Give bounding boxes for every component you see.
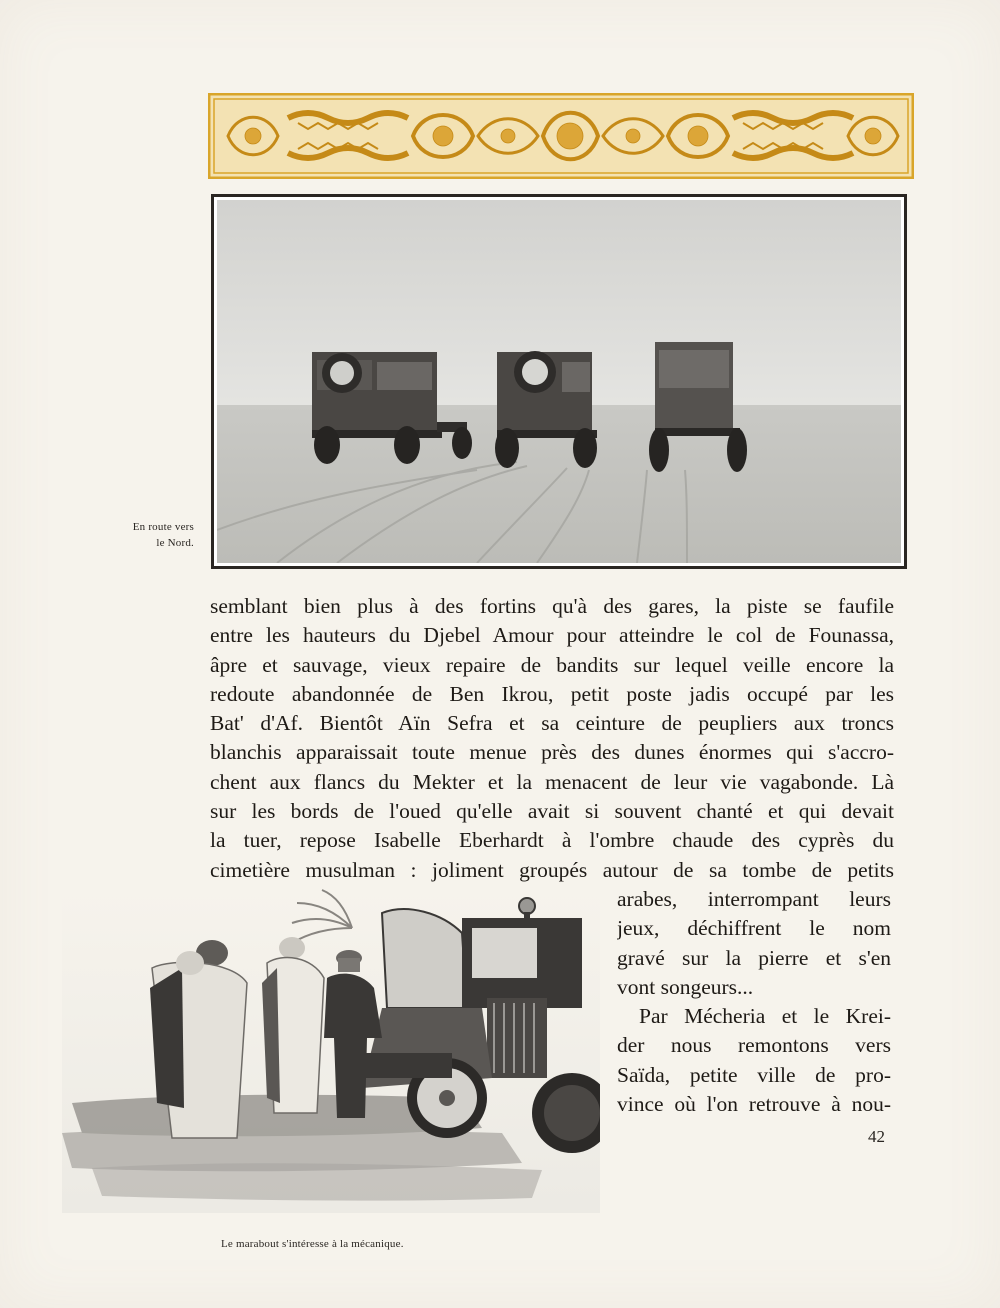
text-line: jeux, déchiffrent le nom — [617, 916, 891, 941]
text-line: vont songeurs... — [617, 974, 754, 999]
body-paragraph — [210, 592, 894, 885]
text-line: entre les hauteurs du Djebel Amour pour atteindre le col de Founassa, — [210, 623, 894, 648]
text-line: sur les bords de l'oued qu'elle avait si souvent chanté et qui devait — [210, 799, 894, 824]
text-line: la tuer, repose Isabelle Eberhardt à l'ombre chaude des cyprès du — [210, 828, 894, 853]
side-column-text — [617, 885, 891, 1119]
text-line: vince où l'on retrouve à nou- — [617, 1092, 891, 1117]
text-line: semblant bien plus à des fortins qu'à des gares, la piste se faufile — [210, 594, 894, 618]
photo-marabout-mechanics — [62, 888, 600, 1213]
bottom-photo-caption: Le marabout s'intéresse à la mécanique. — [221, 1238, 404, 1250]
caption-line-2: le Nord. — [156, 537, 194, 549]
text-line: cimetière musulman : joliment groupés autour de sa tombe de petits — [210, 857, 894, 882]
text-line: blanchis apparaissait toute menue près des dunes énormes qui s'accro- — [210, 740, 894, 765]
trucks-desert-image — [217, 200, 901, 563]
marabout-truck-image — [62, 888, 600, 1213]
photo-trucks-in-desert — [211, 194, 907, 569]
text-line: chent aux flancs du Mekter et la menacent de leur vie vagabonde. Là — [210, 769, 894, 794]
arabesque-ornament-icon — [208, 93, 914, 179]
text-line: gravé sur la pierre et s'en — [617, 945, 891, 970]
text-line: Saïda, petite ville de pro- — [617, 1062, 891, 1087]
text-line: arabes, interrompant leurs — [617, 887, 891, 911]
top-photo-caption — [133, 519, 194, 551]
ornamental-header-band — [208, 93, 914, 179]
text-line: redoute abandonnée de Ben Ikrou, petit poste jadis occupé par les — [210, 681, 894, 706]
text-line: Bat' d'Af. Bientôt Aïn Sefra et sa ceinture de peupliers aux troncs — [210, 711, 894, 736]
text-line: Par Mécheria et le Krei- — [639, 1004, 891, 1029]
text-line: der nous remontons vers — [617, 1033, 891, 1058]
text-line: âpre et sauvage, vieux repaire de bandits sur lequel veille encore la — [210, 652, 894, 677]
caption-line-1: En route vers — [132, 521, 194, 533]
page-number: 42 — [868, 1127, 885, 1146]
